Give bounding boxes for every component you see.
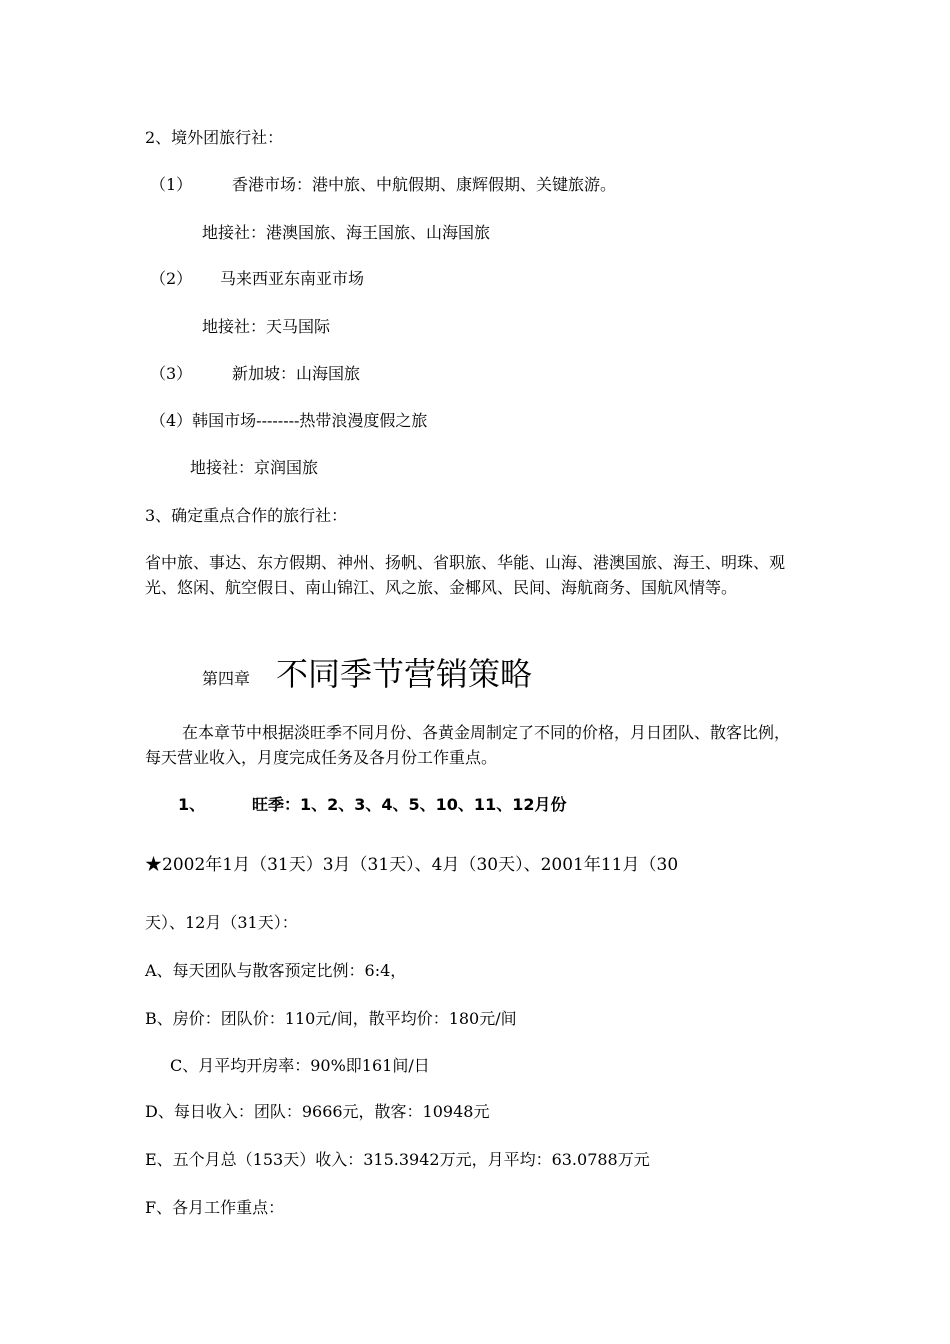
item-b-room-price: B、房价：团队价：110元/间，散平均价：180元/间 bbox=[145, 1009, 517, 1028]
peak-months-line-1: ★2002年1月（31天）3月（31天）、4月（30天）、2001年11月（30 bbox=[145, 855, 679, 875]
chapter-intro: 在本章节中根据淡旺季不同月份、各黄金周制定了不同的价格，月日团队、散客比例，每天营业收入，月度完成任务及各月份工作重点。 bbox=[145, 723, 791, 767]
section-key-agencies: 3、确定重点合作的旅行社： bbox=[145, 506, 348, 525]
item-f-monthly-focus: F、各月工作重点： bbox=[145, 1198, 285, 1217]
item-4-ground-agency: 地接社：京润国旅 bbox=[190, 458, 319, 477]
item-c-occupancy: C、月平均开房率：90%即161间/日 bbox=[170, 1056, 430, 1075]
item-1-hongkong-market: 香港市场：港中旅、中航假期、康辉假期、关键旅游。 bbox=[232, 175, 617, 194]
chapter-title: 不同季节营销策略 bbox=[276, 655, 533, 693]
peak-season-number: 1、 bbox=[178, 795, 206, 814]
item-d-daily-income: D、每日收入：团队：9666元，散客：10948元 bbox=[145, 1102, 490, 1121]
item-2-number: （2） bbox=[150, 269, 193, 288]
item-e-total-income: E、五个月总（153天）收入：315.3942万元，月平均：63.0788万元 bbox=[145, 1150, 650, 1169]
item-2-malaysia-market: 马来西亚东南亚市场 bbox=[220, 269, 365, 288]
chapter-label: 第四章 bbox=[202, 669, 251, 688]
item-a-ratio: A、每天团队与散客预定比例：6:4， bbox=[145, 961, 407, 980]
item-1-ground-agency: 地接社：港澳国旅、海王国旅、山海国旅 bbox=[202, 223, 491, 242]
item-2-ground-agency: 地接社：天马国际 bbox=[202, 317, 331, 336]
peak-season-heading: 旺季：1、2、3、4、5、10、11、12月份 bbox=[252, 795, 567, 814]
key-agencies-list: 省中旅、事达、东方假期、神州、扬帆、省职旅、华能、山海、港澳国旅、海王、明珠、观光、悠闲、航空假日、南山锦江、风之旅、金椰风、民间、海航商务、国航风情等。 bbox=[145, 553, 786, 597]
item-1-number: （1） bbox=[150, 175, 193, 194]
section-overseas-agencies: 2、境外团旅行社： bbox=[145, 128, 284, 147]
item-4-korea-market: （4）韩国市场--------热带浪漫度假之旅 bbox=[150, 411, 428, 430]
peak-months-line-2: 天）、12月（31天）： bbox=[145, 913, 298, 932]
item-3-number: （3） bbox=[150, 364, 193, 383]
item-3-singapore: 新加坡：山海国旅 bbox=[232, 364, 361, 383]
